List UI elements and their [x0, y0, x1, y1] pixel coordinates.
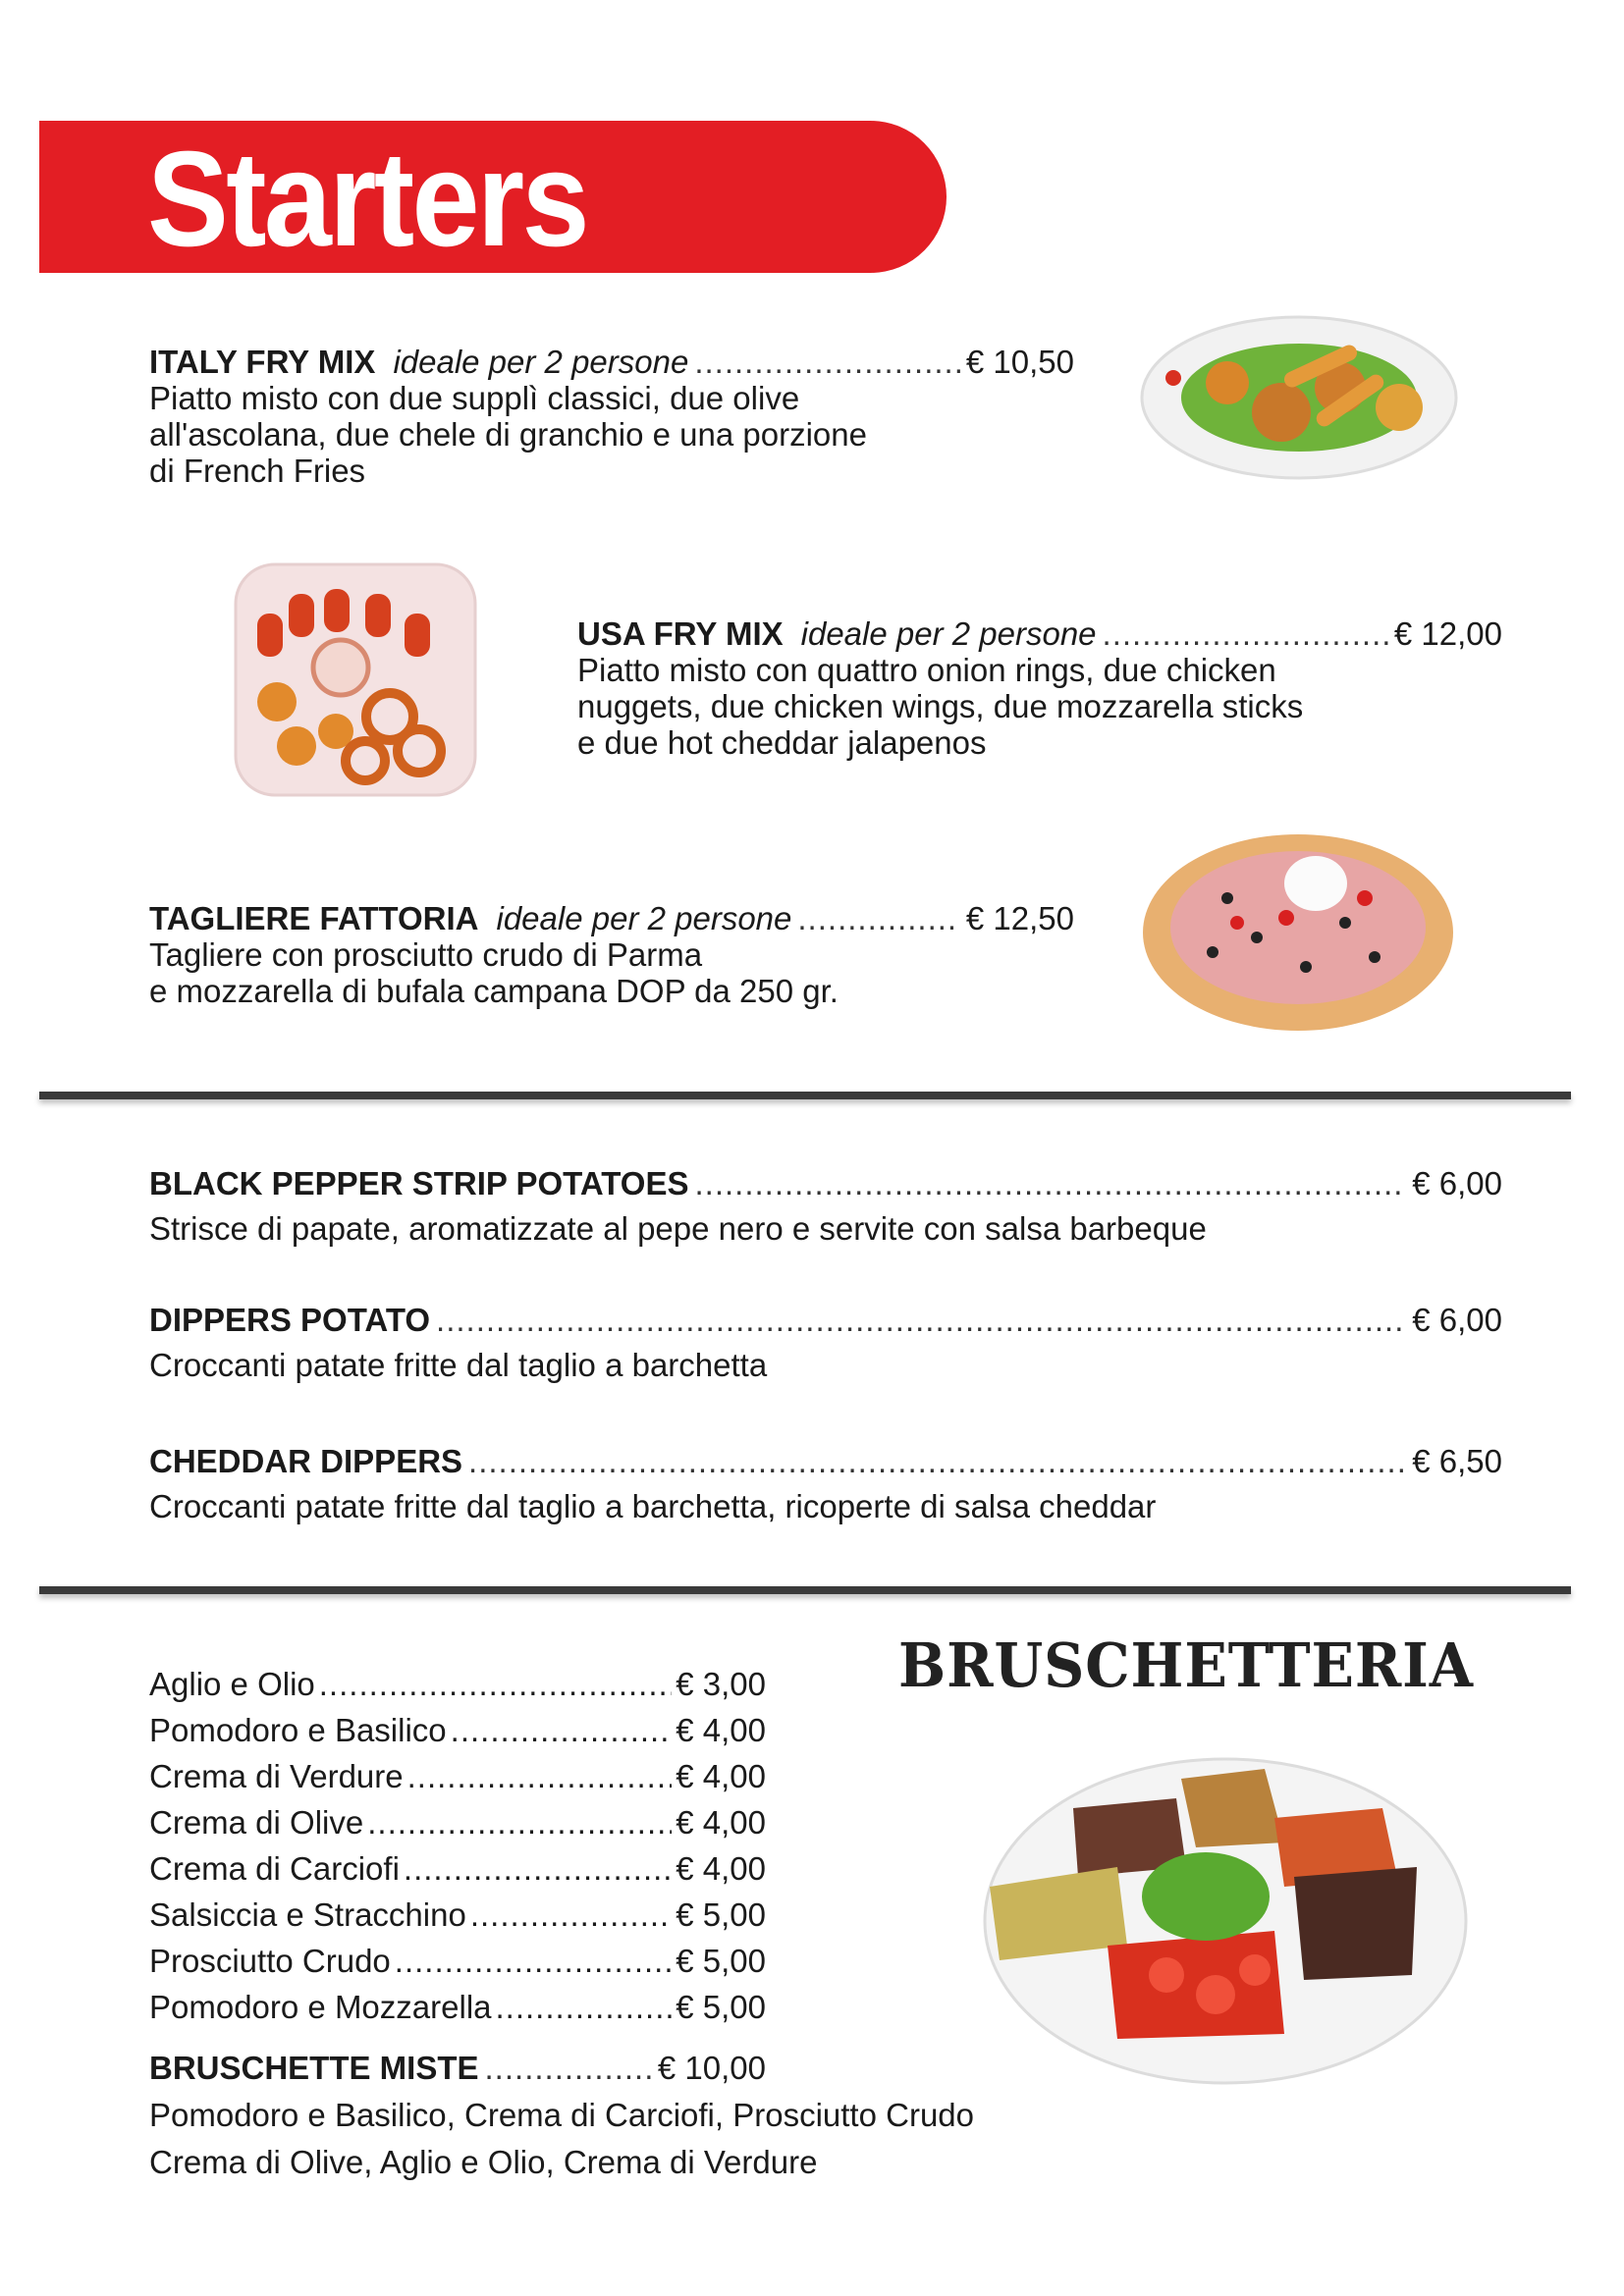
list-item — [149, 1938, 766, 1984]
menu-item-usa-fry-mix — [577, 615, 1502, 761]
section-title-bruschetteria: BRUSCHETTERIA — [898, 1629, 1474, 1701]
item-description: Tagliere con prosciutto crudo di Parma e mozzarella di bufala campana DOP da 250 gr. — [149, 936, 839, 1009]
leader-dots — [694, 344, 960, 380]
menu-item-bruschette-miste — [149, 2050, 974, 2186]
item-name: USA FRY MIX — [577, 615, 784, 652]
leader-dots — [407, 1753, 673, 1799]
fried-mix-plate-image — [228, 555, 483, 805]
item-price: € 5,00 — [676, 1989, 766, 2025]
leader-dots — [468, 1443, 1406, 1479]
item-name: Pomodoro e Mozzarella — [149, 1989, 492, 2025]
item-price: € 4,00 — [676, 1712, 766, 1748]
item-price: € 5,00 — [676, 1943, 766, 1979]
list-item — [149, 1661, 766, 1707]
bruschetta-list — [149, 1661, 766, 2030]
item-name: TAGLIERE FATTORIA — [149, 900, 479, 936]
section-divider — [39, 1586, 1571, 1594]
item-price: € 5,00 — [676, 1896, 766, 1933]
bruschetta-platter-image — [980, 1749, 1471, 2088]
list-item — [149, 1707, 766, 1753]
item-description: Croccanti patate fritte dal taglio a barchetta, ricoperte di salsa cheddar — [149, 1488, 1157, 1524]
item-description: Piatto misto con due supplì classici, due olive all'ascolana, due chele di granchio e una porzione di French Fries — [149, 380, 867, 489]
fried-appetizer-plate-image — [1134, 299, 1463, 486]
list-item — [149, 1892, 766, 1938]
item-name: DIPPERS POTATO — [149, 1302, 431, 1338]
leader-dots — [395, 1938, 672, 1984]
item-price: € 12,50 — [965, 900, 1074, 936]
item-price: € 6,50 — [1412, 1443, 1502, 1479]
item-description: Strisce di papate, aromatizzate al pepe nero e servite con salsa barbeque — [149, 1210, 1207, 1247]
leader-dots — [404, 1845, 672, 1892]
item-price: € 4,00 — [676, 1804, 766, 1841]
item-name: BLACK PEPPER STRIP POTATOES — [149, 1165, 689, 1201]
list-item — [149, 1753, 766, 1799]
item-description: Croccanti patate fritte dal taglio a barchetta — [149, 1347, 768, 1383]
item-note: ideale per 2 persone — [393, 344, 689, 380]
item-name: Aglio e Olio — [149, 1666, 315, 1702]
leader-dots — [694, 1165, 1406, 1201]
item-name: Prosciutto Crudo — [149, 1943, 391, 1979]
section-divider — [39, 1092, 1571, 1099]
item-price: € 10,50 — [965, 344, 1074, 380]
prosciutto-mozzarella-board-image — [1139, 829, 1458, 1036]
list-item — [149, 1984, 766, 2030]
item-price: € 12,00 — [1393, 615, 1502, 652]
menu-item-dippers-potato — [149, 1302, 1502, 1383]
item-price: € 3,00 — [676, 1666, 766, 1702]
leader-dots — [451, 1707, 673, 1753]
item-name: Crema di Carciofi — [149, 1850, 400, 1887]
item-name: BRUSCHETTE MISTE — [149, 2050, 479, 2086]
menu-item-cheddar-dippers — [149, 1443, 1502, 1524]
item-name: Salsiccia e Stracchino — [149, 1896, 466, 1933]
menu-item-tagliere-fattoria — [149, 900, 1074, 1009]
leader-dots — [496, 1984, 673, 2030]
item-price: € 4,00 — [676, 1758, 766, 1794]
item-description: Piatto misto con quattro onion rings, due chicken nuggets, due chicken wings, due mozzarella sticks e due hot cheddar jalapenos — [577, 652, 1304, 761]
page-title: Starters — [147, 124, 587, 275]
leader-dots — [367, 1799, 672, 1845]
leader-dots — [436, 1302, 1406, 1338]
item-description: Pomodoro e Basilico, Crema di Carciofi, Prosciutto Crudo Crema di Olive, Aglio e Olio, Crema di Verdure — [149, 2097, 975, 2180]
leader-dots — [470, 1892, 672, 1938]
leader-dots — [797, 900, 960, 936]
menu-item-italy-fry-mix — [149, 344, 1074, 489]
item-name: Crema di Verdure — [149, 1758, 404, 1794]
item-name: Pomodoro e Basilico — [149, 1712, 447, 1748]
item-price: € 10,00 — [657, 2050, 766, 2086]
item-name: ITALY FRY MIX — [149, 344, 376, 380]
leader-dots — [1103, 615, 1388, 652]
leader-dots — [319, 1661, 672, 1707]
item-price: € 4,00 — [676, 1850, 766, 1887]
list-item — [149, 1799, 766, 1845]
list-item — [149, 1845, 766, 1892]
item-price: € 6,00 — [1412, 1165, 1502, 1201]
item-name: CHEDDAR DIPPERS — [149, 1443, 463, 1479]
item-note: ideale per 2 persone — [496, 900, 792, 936]
item-name: Crema di Olive — [149, 1804, 364, 1841]
menu-item-black-pepper-strip-potatoes — [149, 1165, 1502, 1247]
leader-dots — [485, 2050, 652, 2086]
item-price: € 6,00 — [1412, 1302, 1502, 1338]
item-note: ideale per 2 persone — [800, 615, 1097, 652]
